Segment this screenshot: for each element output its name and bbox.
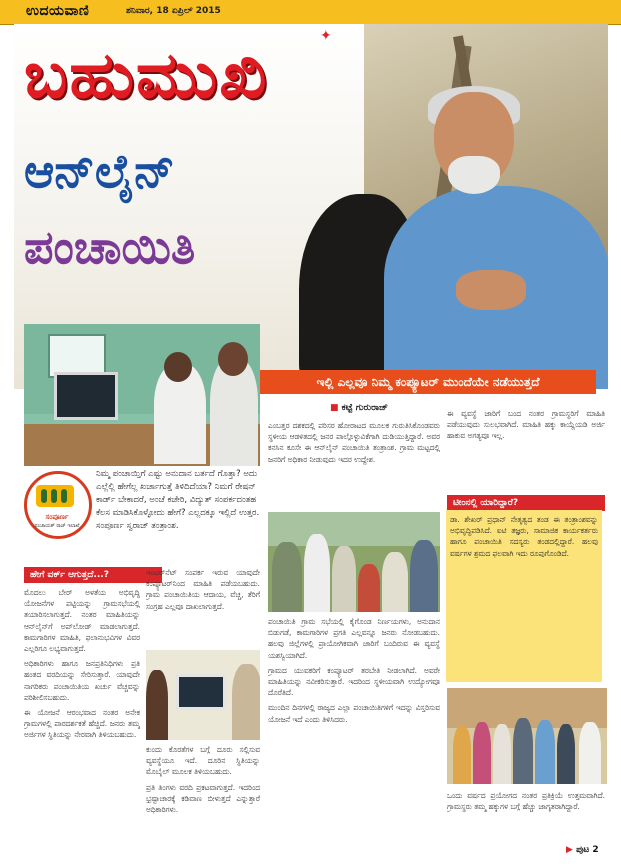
photo-person [493,724,511,784]
photo-person [557,724,575,784]
right-column-top [447,408,605,488]
photo-person [579,722,601,784]
right-top-para: ಈ ವ್ಯವಸ್ಥೆ ಜಾರಿಗೆ ಬಂದ ನಂತರ ಗ್ರಾಮಸ್ಥರಿಗೆ ಮಾಹಿತಿ ಪಡೆಯುವುದು ಸುಲಭವಾಗಿದೆ. ಮಾಹಿತಿ ಹಕ್ಕು ಕಾಯ್ದೆಯಡಿ ಅರ್ಜಿ ಹಾಕುವ ಅಗತ್ಯವೂ ಇಲ್ಲ. [447,409,605,441]
center-bottom-para: ಗ್ರಾಮದ ಯುವಕರಿಗೆ ಕಂಪ್ಯೂಟರ್ ತರಬೇತಿ ನೀಡಲಾಗಿದೆ. ಅವರೇ ಮಾಹಿತಿಯನ್ನು ನವೀಕರಿಸುತ್ತಾರೆ. ಇದರಿಂದ ಸ್ಥಳೀಯವಾಗಿ ಉದ್ಯೋಗವೂ ದೊರೆತಿದೆ. [268,665,440,698]
logo-subtext: ಪಂಚಾಯತ್ ರಾಜ್ ಇಲಾಖೆ [34,523,80,529]
headline-line2: ಆನ್‌ಲೈನ್ [24,144,175,198]
section-title-how-it-works: ಹೇಗೆ ವರ್ಕ್ ಆಗುತ್ತದೆ...? [24,567,162,583]
logo-figure-icon [41,489,47,503]
mid-left-column [146,567,260,647]
mid-left-para: ಇಂಟರ್‌ನೆಟ್ ಸಂಪರ್ಕ ಇರುವ ಯಾವುದೇ ಕಂಪ್ಯೂಟರ್‌ನಿಂದ ಮಾಹಿತಿ ಪಡೆಯಬಹುದು. ಗ್ರಾಮ ಪಂಚಾಯಿತಿಯ ಆದಾಯ, ವೆಚ್ಚ, ತೆರಿಗೆ ಸಂಗ್ರಹ ಎಲ್ಲವೂ ದಾಖಲಾಗುತ್ತದೆ. [146,568,260,611]
photo-person [382,552,408,612]
photo-person [332,546,356,612]
photo-person [453,726,471,784]
page-number [566,845,599,855]
mid-left-para: ಪ್ರತಿ ತಿಂಗಳು ವರದಿ ಪ್ರಕಟವಾಗುತ್ತದೆ. ಇದರಿಂದ ಭ್ರಷ್ಟಾಚಾರಕ್ಕೆ ಕಡಿವಾಣ ಬೀಳುತ್ತದೆ ಎನ್ನುತ್ತಾರೆ ಅಧಿಕಾರಿಗಳು. [146,782,260,815]
man-hands [456,270,526,310]
headline-line1: ಬಹುಮುಖಿ [24,39,269,113]
center-column-top [268,420,440,510]
photo-person [513,718,533,784]
photo-person [473,722,491,784]
computer-room-photo [24,324,260,466]
intro-paragraph: ನಿಮ್ಮ ಪಂಚಾಯ್ತಿಗೆ ಎಷ್ಟು ಅನುದಾನ ಬರ್ತದೆ ಗೊತ್ತಾ? ಅದು ಎಲ್ಲೆಲ್ಲಿ ಹೇಗೆಲ್ಲ ಖರ್ಚಾಗುತ್ತೆ ತಿಳಿದಿದೆಯಾ? ನಿಮಗೆ ರೇಷನ್ ಕಾರ್ಡ್ ಬೇಕಾದರೆ, ಅಂಚೆ ಕಚೇರಿ, ವಿದ್ಯುತ್ ಸಂಪರ್ಕದಂತಹ ಕೆಲಸ ಮಾಡಿಸಿಕೊಳ್ಳೋದು ಹೇಗೆ? ಎಲ್ಲದಕ್ಕೂ ಇಲ್ಲಿದೆ ಉತ್ತರ. ಸಂಪೂರ್ಣ ಸ್ವರಾಜ್ ತಂತ್ರಾಂಶ. [96,469,260,531]
group-photo [447,688,607,784]
right-column-bottom [447,790,605,840]
logo-text: ಸಂಪೂರ್ಣ [45,513,69,521]
photo-person-head [218,342,248,376]
star-decoration-icon: ✦ [320,28,332,44]
section-title-team: ಟೀಂನಲ್ಲಿ ಯಾರಿದ್ದಾರೆ? [447,495,605,511]
byline-author: ಕಟ್ಟೆ ಗುರುರಾಜ್ [341,403,388,413]
man-beard [448,156,500,194]
issue-date: ಶನಿವಾರ, 18 ಏಪ್ರಿಲ್ 2015 [126,6,221,16]
photo-person [535,720,555,784]
villagers-photo [268,512,440,612]
photo-person [146,670,168,740]
photo-person [232,664,260,740]
paper-name: ಉದಯವಾಣಿ [26,3,90,19]
sampoorna-logo [24,471,92,541]
mid-left-column-lower [146,744,260,840]
headline-line3: ಪಂಚಾಯಿತಿ [24,220,196,274]
left-para: ಅಧಿಕಾರಿಗಳು ಹಾಗೂ ಜನಪ್ರತಿನಿಧಿಗಳು ಪ್ರತಿ ಹಂತದ ವರದಿಯನ್ನು ಸೇರಿಸುತ್ತಾರೆ. ಯಾವುದೇ ನಾಗರಿಕರು ಪಂಚಾಯಿತಿಯ ಖರ್ಚು ವೆಚ್ಚವನ್ನು ಪರಿಶೀಲಿಸಬಹುದು. [24,659,140,702]
page-number-text: ಪುಟ 2 [576,845,599,855]
photo-person [358,564,380,612]
mid-left-para: ಕುಂದು ಕೊರತೆಗಳ ಬಗ್ಗೆ ದೂರು ಸಲ್ಲಿಸುವ ವ್ಯವಸ್ಥೆಯೂ ಇದೆ. ದೂರಿನ ಸ್ಥಿತಿಯನ್ನು ಮೊಬೈಲ್ ಮೂಲಕ ತಿಳಿಯಬಹುದು. [146,745,260,777]
byline [330,403,388,413]
right-bottom-para: ಒಂದು ವರ್ಷದ ಪ್ರಯೋಗದ ನಂತರ ಪ್ರತಿಕ್ರಿಯೆ ಉತ್ತಮವಾಗಿದೆ. ಗ್ರಾಮಸ್ಥರು ತಮ್ಮ ಹಕ್ಕುಗಳ ಬಗ್ಗೆ ಹೆಚ್ಚು ಜಾಗೃತರಾಗಿದ್ದಾರೆ. [447,791,605,812]
center-bottom-para: ಮುಂದಿನ ದಿನಗಳಲ್ಲಿ ರಾಜ್ಯದ ಎಲ್ಲಾ ಪಂಚಾಯಿತಿಗಳಿಗೆ ಇದನ್ನು ವಿಸ್ತರಿಸುವ ಯೋಜನೆ ಇದೆ ಎಂದು ತಿಳಿಸಿದರು. [268,703,440,724]
monitor-icon [176,674,226,710]
left-para: ಈ ಯೋಜನೆ ಆರಂಭವಾದ ನಂತರ ಅನೇಕ ಗ್ರಾಮಗಳಲ್ಲಿ ಪಾರದರ್ಶಕತೆ ಹೆಚ್ಚಿದೆ. ಜನರು ತಮ್ಮ ಅರ್ಜಿಗಳ ಸ್ಥಿತಿಯನ್ನು ನೇರವಾಗಿ ತಿಳಿಯಬಹುದು. [24,708,140,740]
bullet-icon: ■ [330,403,342,413]
center-column-bottom [268,616,440,842]
tagline-ribbon: ಇಲ್ಲಿ ಎಲ್ಲವೂ ನಿಮ್ಮ ಕಂಪ್ಯೂಟರ್ ಮುಂದೆಯೇ ನಡೆಯುತ್ತದೆ [260,370,596,394]
monitor-icon [54,372,118,420]
photo-person [272,542,302,612]
computer-training-photo [146,650,260,740]
photo-sky [268,512,440,546]
center-top-para: ಎಂಬತ್ತರ ದಶಕದಲ್ಲಿ ಪರಿಸರ ಹೋರಾಟದ ಮೂಲಕ ಗುರುತಿಸಿಕೊಂಡವರು ಸ್ಥಳೀಯ ಆಡಳಿತದಲ್ಲಿ ಜನರ ಪಾಲ್ಗೊಳ್ಳುವಿಕೆಗಾಗಿ ದುಡಿಯುತ್ತಿದ್ದಾರೆ. ಅವರ ಕನಸಿನ ಕೂಸೇ ಈ ಆನ್‌ಲೈನ್ ಪಂಚಾಯಿತಿ ತಂತ್ರಾಂಶ. ಗ್ರಾಮ ಮಟ್ಟದಲ್ಲಿ ಜನರಿಗೆ ಅಧಿಕಾರ ನೀಡುವುದು ಇದರ ಉದ್ದೇಶ. [268,421,440,464]
logo-figure-icon [61,489,67,503]
triangle-icon: ▶ [566,845,577,855]
photo-person [304,534,330,612]
man-portrait [376,64,608,389]
photo-person [410,540,438,612]
left-column [24,587,140,839]
center-bottom-para: ಪಂಚಾಯಿತಿ ಗ್ರಾಮ ಸಭೆಯಲ್ಲಿ ಕೈಗೊಂಡ ನಿರ್ಣಯಗಳು, ಅನುದಾನ ಬಿಡುಗಡೆ, ಕಾಮಗಾರಿಗಳ ಪ್ರಗತಿ ಎಲ್ಲವನ್ನೂ ಜನರು ನೋಡಬಹುದು. ಹಲವು ಜಿಲ್ಲೆಗಳಲ್ಲಿ ಪ್ರಾಯೋಗಿಕವಾಗಿ ಜಾರಿಗೆ ಬಂದಿರುವ ಈ ವ್ಯವಸ್ಥೆ ಯಶಸ್ವಿಯಾಗಿದೆ. [268,617,440,660]
photo-person-head [164,352,192,382]
masthead [0,0,621,25]
logo-figure-icon [51,489,57,503]
team-para: ಡಾ. ಶೇಖರ್ ಪ್ರಧಾನ್ ನೇತೃತ್ವದ ತಂಡ ಈ ತಂತ್ರಾಂಶವನ್ನು ಅಭಿವೃದ್ಧಿಪಡಿಸಿದೆ. ಐಟಿ ತಜ್ಞರು, ಸಾಮಾಜಿಕ ಕಾರ್ಯಕರ್ತರು ಹಾಗೂ ಪಂಚಾಯಿತಿ ಸದಸ್ಯರು ತಂಡದಲ್ಲಿದ್ದಾರೆ. ಹಲವು ವರ್ಷಗಳ ಶ್ರಮದ ಫಲವಾಗಿ ಇದು ರೂಪುಗೊಂಡಿದೆ. [450,515,598,558]
left-para: ಮೊದಲು ಬೇರ್‌ ಅಳತೆಯ ಅಭಿವೃದ್ಧಿ ಯೋಜನೆಗಳ ಪಟ್ಟಿಯನ್ನು ಗ್ರಾಮಸಭೆಯಲ್ಲಿ ತಯಾರಿಸಲಾಗುತ್ತದೆ. ನಂತರ ಮಾಹಿತಿಯನ್ನು ಆನ್‌ಲೈನ್‌ಗೆ ಅಪ್‌ಲೋಡ್ ಮಾಡಲಾಗುತ್ತದೆ. ಕಾಮಗಾರಿಗಳ ಮಾಹಿತಿ, ಫಲಾನುಭವಿಗಳ ವಿವರ ಎಲ್ಲರಿಗೂ ಲಭ್ಯವಾಗುತ್ತದೆ. [24,588,140,654]
team-text [450,514,598,680]
